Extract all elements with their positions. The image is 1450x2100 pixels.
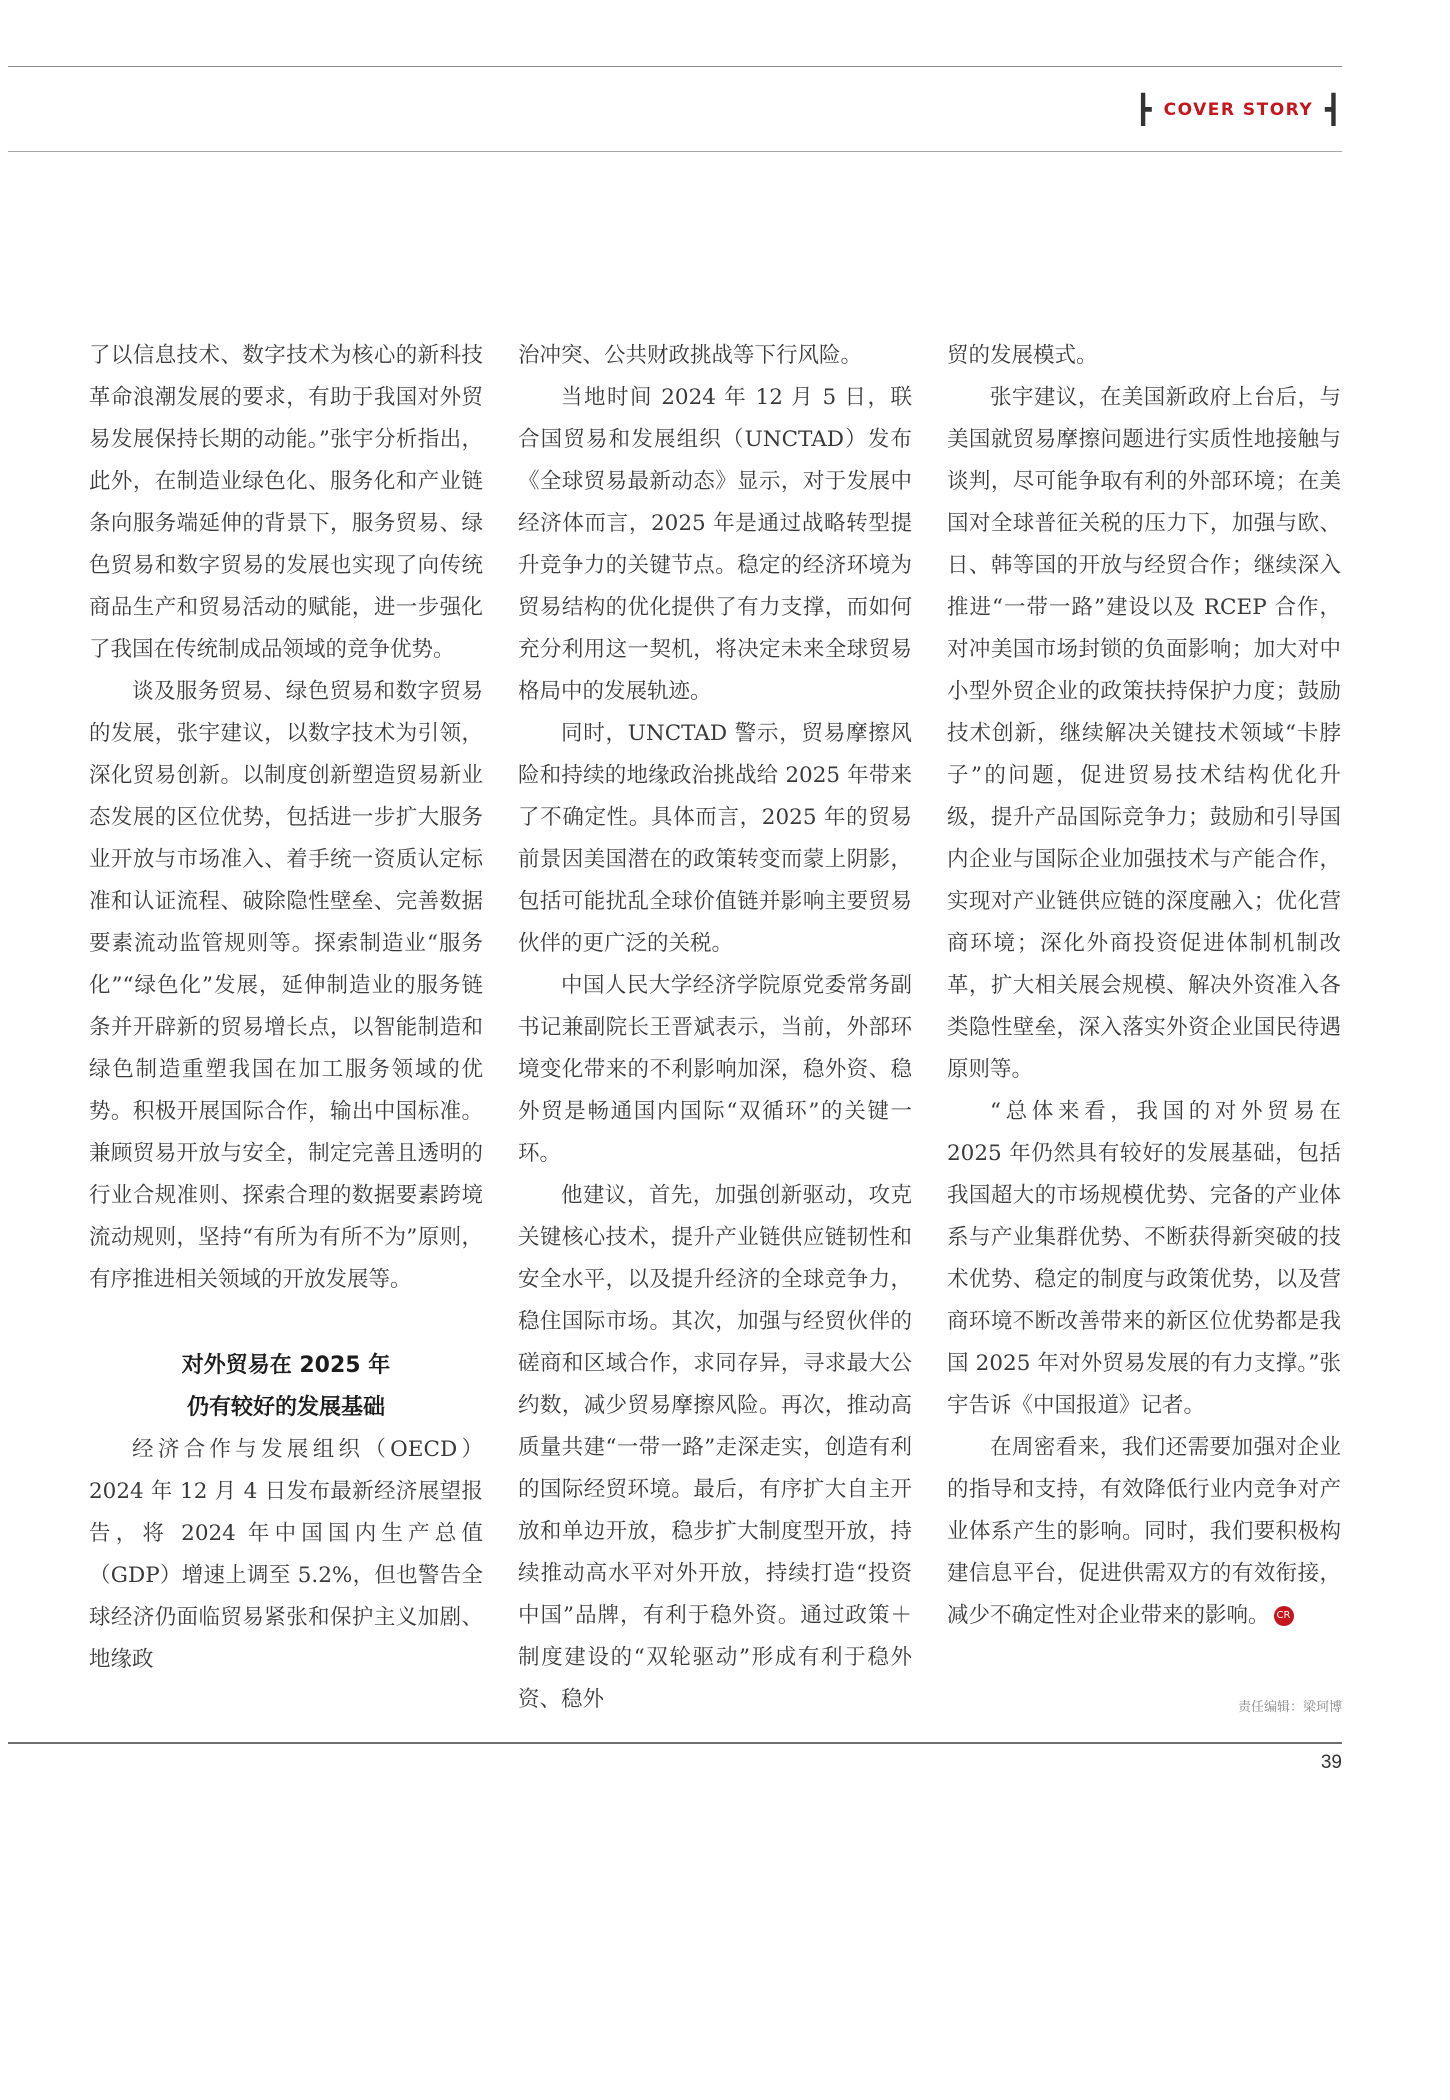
end-mark-icon: CR xyxy=(1274,1606,1294,1626)
paragraph: “总体来看，我国的对外贸易在 2025 年仍然具有较好的发展基础，包括我国超大的市场规模优势、完备的产业体系与产业集群优势、不断获得新突破的技术优势、稳定的制度与政策优势，以及营商环境不断改善带来的新区位优势都是我国 2025 年对外贸易发展的有力支撑。”张宇告诉《中国报道》记者。 xyxy=(947,1099,1341,1418)
bottom-rule xyxy=(8,1742,1342,1744)
section-heading-line: 仍有较好的发展基础 xyxy=(186,1395,385,1420)
paragraph: 谈及服务贸易、绿色贸易和数字贸易的发展，张宇建议，以数字技术为引领，深化贸易创新。以制度创新塑造贸易新业态发展的区位优势，包括进一步扩大服务业开放与市场准入、着手统一资质认定标准和认证流程、破除隐性壁垒、完善数据要素流动监管规则等。探索制造业“服务化”“绿色化”发展，延伸制造业的服务链条并开辟新的贸易增长点，以智能制造和绿色制造重塑我国在加工服务领域的优势。积极开展国际合作，输出中国标准。兼顾贸易开放与安全，制定完善且透明的行业合规准则、探索合理的数据要素跨境流动规则，坚持“有所为有所不为”原则，有序推进相关领域的开放发展等。 xyxy=(89,679,483,1292)
page-number: 39 xyxy=(1320,1752,1342,1773)
article-column-3 xyxy=(947,335,1341,1637)
article-column-2 xyxy=(518,335,912,1721)
left-bracket-icon: ┣ xyxy=(1134,93,1152,126)
top-rule xyxy=(8,66,1342,67)
section-heading xyxy=(89,1345,483,1429)
article-column-1 xyxy=(89,335,483,1681)
paragraph-with-end-mark xyxy=(947,1427,1341,1637)
paragraph: 中国人民大学经济学院原党委常务副书记兼副院长王晋斌表示，当前，外部环境变化带来的不利影响加深，稳外资、稳外贸是畅通国内国际“双循环”的关键一环。 xyxy=(518,973,912,1166)
section-header xyxy=(1134,93,1342,126)
paragraph: 经济合作与发展组织（OECD）2024 年 12 月 4 日发布最新经济展望报告，将 2024 年中国国内生产总值（GDP）增速上调至 5.2%，但也警告全球经济仍面临贸易紧张和保护主义加剧、地缘政 xyxy=(89,1437,483,1672)
paragraph: 当地时间 2024 年 12 月 5 日，联合国贸易和发展组织（UNCTAD）发布《全球贸易最新动态》显示，对于发展中经济体而言，2025 年是通过战略转型提升竞争力的关键节点。稳定的经济环境为贸易结构的优化提供了有力支撑，而如何充分利用这一契机，将决定未来全球贸易格局中的发展轨迹。 xyxy=(518,385,912,704)
paragraph: 治冲突、公共财政挑战等下行风险。 xyxy=(518,343,863,368)
header-bottom-rule xyxy=(8,151,1342,152)
paragraph: 张宇建议，在美国新政府上台后，与美国就贸易摩擦问题进行实质性地接触与谈判，尽可能争取有利的外部环境；在美国对全球普征关税的压力下，加强与欧、日、韩等国的开放与经贸合作；继续深入推进“一带一路”建设以及 RCEP 合作，对冲美国市场封锁的负面影响；加大对中小型外贸企业的政策扶持保护力度；鼓励技术创新，继续解决关键技术领域“卡脖子”的问题，促进贸易技术结构优化升级，提升产品国际竞争力；鼓励和引导国内企业与国际企业加强技术与产能合作，实现对产业链供应链的深度融入；优化营商环境；深化外商投资促进体制机制改革，扩大相关展会规模、解决外资准入各类隐性壁垒，深入落实外资企业国民待遇原则等。 xyxy=(947,385,1341,1082)
section-heading-line: 对外贸易在 2025 年 xyxy=(181,1353,391,1378)
responsible-editor: 责任编辑：梁珂博 xyxy=(1237,1700,1342,1715)
paragraph: 贸的发展模式。 xyxy=(947,343,1098,368)
section-label: COVER STORY xyxy=(1163,100,1314,120)
paragraph-text: 在周密看来，我们还需要加强对企业的指导和支持，有效降低行业内竞争对产业体系产生的影响。同时，我们要积极构建信息平台，促进供需双方的有效衔接，减少不确定性对企业带来的影响。 xyxy=(947,1435,1341,1628)
right-bracket-icon: ┫ xyxy=(1325,93,1342,126)
paragraph: 了以信息技术、数字技术为核心的新科技革命浪潮发展的要求，有助于我国对外贸易发展保持长期的动能。”张宇分析指出，此外，在制造业绿色化、服务化和产业链条向服务端延伸的背景下，服务贸易、绿色贸易和数字贸易的发展也实现了向传统商品生产和贸易活动的赋能，进一步强化了我国在传统制成品领域的竞争优势。 xyxy=(89,343,483,662)
paragraph: 同时，UNCTAD 警示，贸易摩擦风险和持续的地缘政治挑战给 2025 年带来了不确定性。具体而言，2025 年的贸易前景因美国潜在的政策转变而蒙上阴影，包括可能扰乱全球价值链并影响主要贸易伙伴的更广泛的关税。 xyxy=(518,721,912,956)
paragraph: 他建议，首先，加强创新驱动，攻克关键核心技术，提升产业链供应链韧性和安全水平，以及提升经济的全球竞争力，稳住国际市场。其次，加强与经贸伙伴的磋商和区域合作，求同存异，寻求最大公约数，减少贸易摩擦风险。再次，推动高质量共建“一带一路”走深走实，创造有利的国际经贸环境。最后，有序扩大自主开放和单边开放，稳步扩大制度型开放，持续推动高水平对外开放，持续打造“投资中国”品牌，有利于稳外资。通过政策＋制度建设的“双轮驱动”形成有利于稳外资、稳外 xyxy=(518,1183,912,1712)
